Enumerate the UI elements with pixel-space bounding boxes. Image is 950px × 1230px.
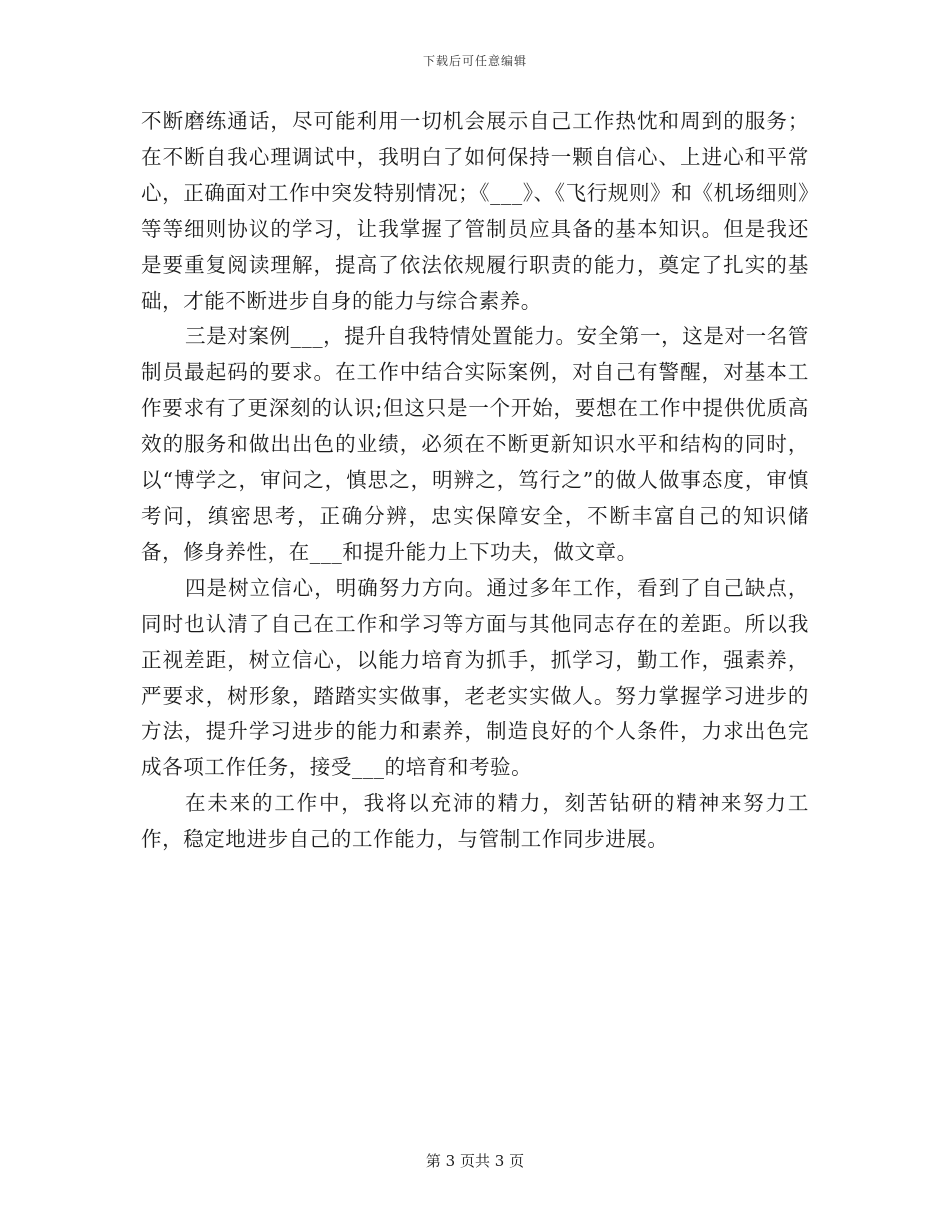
paragraph-conclusion: 在未来的工作中，我将以充沛的精力，刻苦钻研的精神来努力工作，稳定地进步自己的工作能力，与管制工作同步进展。 bbox=[141, 791, 809, 852]
page-header: 下载后可任意编辑 bbox=[422, 54, 527, 68]
paragraph-point-three: 三是对案例___，提升自我特情处置能力。安全第一，这是对一名管制员最起码的要求。在工作中结合实际案例，对自己有警醒，对基本工作要求有了更深刻的认识;但这只是一个开始，要想在工作中提供优质高效的服务和做出出色的业绩，必须在不断更新知识水平和结构的同时，以“博学之，审问之，慎思之，明辨之，笃行之”的做人做事态度，审慎考问，缜密思考，正确分辨，忠实保障安全，不断丰富自己的知识储备，修身养性，在___和提升能力上下功夫，做文章。 bbox=[141, 324, 809, 564]
paragraph-point-four: 四是树立信心，明确努力方向。通过多年工作，看到了自己缺点，同时也认清了自己在工作和学习等方面与其他同志存在的差距。所以我正视差距，树立信心，以能力培育为抓手，抓学习，勤工作，强素养，严要求，树形象，踏踏实实做事，老老实实做人。努力掌握学习进步的方法，提升学习进步的能力和素养，制造良好的个人条件，力求出色完成各项工作任务，接受___的培育和考验。 bbox=[141, 575, 809, 780]
paragraph-continuation: 不断磨练通话，尽可能利用一切机会展示自己工作热忱和周到的服务；在不断自我心理调试中，我明白了如何保持一颗自信心、上进心和平常心，正确面对工作中突发特别情况；《___》、《飞行规则》和《机场细则》等等细则协议的学习，让我掌握了管制员应具备的基本知识。但是我还是要重复阅读理解，提高了依法依规履行职责的能力，奠定了扎实的基础，才能不断进步自身的能力与综合素养。 bbox=[141, 109, 809, 313]
page-footer: 第 3 页共 3 页 bbox=[425, 1152, 525, 1170]
document-body bbox=[141, 104, 809, 858]
